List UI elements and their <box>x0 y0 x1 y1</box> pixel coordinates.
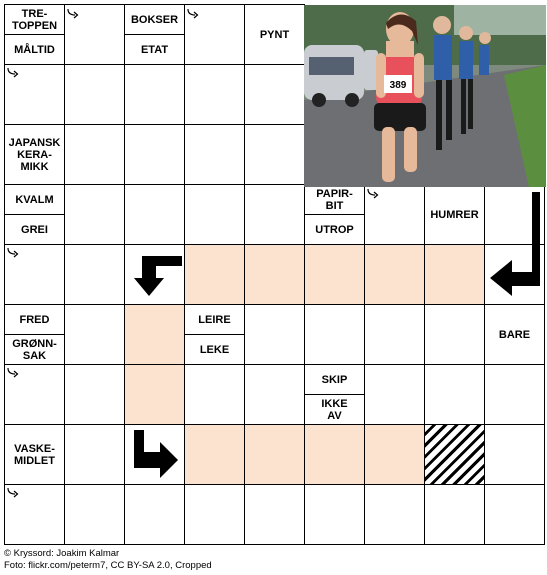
answer-cell[interactable] <box>244 64 305 125</box>
clue-utrop: UTROP <box>304 214 365 245</box>
highlighted-answer-cell[interactable] <box>244 424 305 485</box>
clue-skip: SKIP <box>304 364 365 395</box>
answer-cell[interactable] <box>64 364 125 425</box>
clue-ikke-av: IKKE AV <box>304 394 365 425</box>
race-photo-illustration <box>304 5 546 187</box>
highlighted-answer-cell[interactable] <box>304 244 365 305</box>
blocked-hatched-cell <box>424 424 485 485</box>
answer-cell[interactable] <box>424 304 485 365</box>
answer-cell[interactable] <box>244 304 305 365</box>
clue-humrer: HUMRER <box>424 184 485 245</box>
curved-arrow-icon <box>6 246 20 260</box>
curved-arrow-icon <box>6 66 20 80</box>
highlighted-answer-cell[interactable] <box>124 304 185 365</box>
highlighted-answer-cell[interactable] <box>184 424 245 485</box>
answer-cell[interactable] <box>64 304 125 365</box>
answer-cell[interactable] <box>184 184 245 245</box>
curved-arrow-icon <box>6 366 20 380</box>
answer-cell[interactable] <box>424 364 485 425</box>
clue-vaskemidlet: VASKE- MIDLET <box>4 424 65 485</box>
clue-pynt: PYNT <box>244 4 305 65</box>
bent-arrow-left-icon <box>488 190 542 302</box>
clue-kvalm: KVALM <box>4 184 65 215</box>
answer-cell[interactable] <box>64 124 125 185</box>
highlighted-answer-cell[interactable] <box>364 424 425 485</box>
author-credit: © Kryssord: Joakim Kalmar <box>4 548 120 559</box>
answer-cell[interactable] <box>64 184 125 245</box>
photo-credit: Foto: flickr.com/peterm7, CC BY-SA 2.0, Cropped <box>4 560 212 571</box>
answer-cell[interactable] <box>124 124 185 185</box>
answer-cell[interactable] <box>64 484 125 545</box>
answer-cell[interactable] <box>64 424 125 485</box>
highlighted-answer-cell[interactable] <box>184 244 245 305</box>
answer-cell[interactable] <box>64 64 125 125</box>
clue-bokser: BOKSER <box>124 4 185 35</box>
answer-cell[interactable] <box>484 424 545 485</box>
answer-cell[interactable] <box>244 484 305 545</box>
curved-arrow-icon <box>186 7 200 21</box>
bent-arrow-right-icon <box>128 428 184 480</box>
crossword-grid <box>4 4 544 544</box>
clue-tretoppen: TRE- TOPPEN <box>4 4 65 35</box>
answer-cell[interactable] <box>244 124 305 185</box>
clue-leire: LEIRE <box>184 304 245 335</box>
answer-cell[interactable] <box>184 364 245 425</box>
answer-cell[interactable] <box>124 484 185 545</box>
curved-arrow-icon <box>66 7 80 21</box>
curved-arrow-icon <box>366 187 380 201</box>
answer-cell[interactable] <box>484 364 545 425</box>
answer-cell[interactable] <box>64 244 125 305</box>
answer-cell[interactable] <box>184 64 245 125</box>
clue-grei: GREI <box>4 214 65 245</box>
bent-arrow-down-icon <box>128 250 184 302</box>
clue-etat: ETAT <box>124 34 185 65</box>
highlighted-answer-cell[interactable] <box>304 424 365 485</box>
answer-cell[interactable] <box>304 484 365 545</box>
answer-cell[interactable] <box>484 484 545 545</box>
clue-papirbit: PAPIR- BIT <box>304 184 365 215</box>
curved-arrow-icon <box>6 486 20 500</box>
answer-cell[interactable] <box>364 304 425 365</box>
answer-cell[interactable] <box>244 364 305 425</box>
highlighted-answer-cell[interactable] <box>364 244 425 305</box>
answer-cell[interactable] <box>304 304 365 365</box>
answer-cell[interactable] <box>184 484 245 545</box>
answer-cell[interactable] <box>244 184 305 245</box>
clue-fred: FRED <box>4 304 65 335</box>
clue-bare: BARE <box>484 304 545 365</box>
runners-photo <box>304 5 546 187</box>
highlighted-answer-cell[interactable] <box>424 244 485 305</box>
runner-bib-number: 389 <box>389 80 407 91</box>
answer-cell[interactable] <box>184 124 245 185</box>
highlighted-answer-cell[interactable] <box>124 364 185 425</box>
clue-leke: LEKE <box>184 334 245 365</box>
answer-cell[interactable] <box>424 484 485 545</box>
highlighted-answer-cell[interactable] <box>244 244 305 305</box>
answer-cell[interactable] <box>364 364 425 425</box>
answer-cell[interactable] <box>364 484 425 545</box>
answer-cell[interactable] <box>124 64 185 125</box>
answer-cell[interactable] <box>124 184 185 245</box>
clue-japansk-keramikk: JAPANSK KERA- MIKK <box>4 124 65 185</box>
clue-maltid: MÅLTID <box>4 34 65 65</box>
clue-gronnsak: GRØNN- SAK <box>4 334 65 365</box>
